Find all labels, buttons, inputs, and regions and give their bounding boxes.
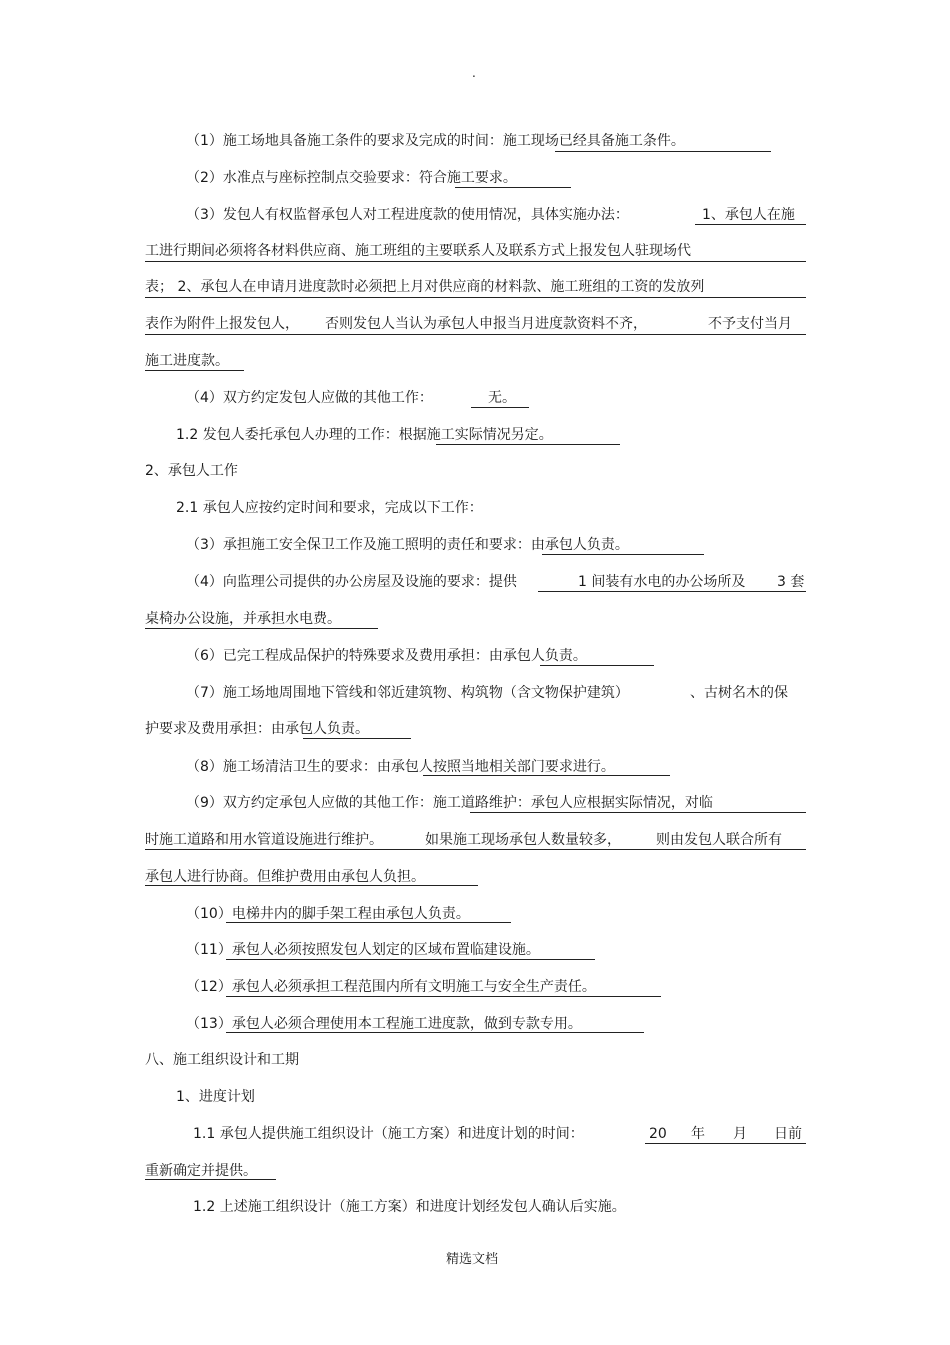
underline	[145, 261, 806, 262]
duty-4-line2: 桌椅办公设施，并承担水电费。	[145, 611, 341, 627]
clause-1: （1）施工场地具备施工条件的要求及完成的时间：施工现场已经具备施工条件。	[186, 133, 685, 149]
duty-4: （4）向监理公司提供的办公房屋及设施的要求：提供	[186, 574, 517, 590]
clause-4: （4）双方约定发包人应做的其他工作：	[186, 390, 433, 406]
underline	[455, 187, 571, 188]
underline	[695, 224, 806, 225]
duty-4-fill-a: 1 间装有水电的办公场所及	[578, 574, 746, 590]
underline	[226, 922, 511, 923]
duty-6: （6）已完工程成品保护的特殊要求及费用承担：由承包人负责。	[186, 648, 587, 664]
schedule-1-2: 1.2 上述施工组织设计（施工方案）和进度计划经发包人确认后实施。	[193, 1199, 626, 1215]
clause-1-2: 1.2 发包人委托承包人办理的工作：根据施工实际情况另定。	[176, 427, 553, 443]
duty-12: （12）承包人必须承担工程范围内所有文明施工与安全生产责任。	[186, 979, 596, 995]
duty-9-line2c: 则由发包人联合所有	[656, 832, 782, 848]
underline	[436, 444, 620, 445]
clause-3-line2: 工进行期间必须将各材料供应商、施工班组的主要联系人及联系方式上报发包人驻现场代	[145, 243, 691, 259]
duty-13: （13）承包人必须合理使用本工程施工进度款，做到专款专用。	[186, 1016, 582, 1032]
duty-9-line2b: 如果施工现场承包人数量较多，	[425, 832, 621, 848]
underline	[542, 554, 704, 555]
duty-7-line2: 护要求及费用承担：由承包人负责。	[145, 721, 369, 737]
duty-8: （8）施工场清洁卫生的要求：由承包人按照当地相关部门要求进行。	[186, 759, 615, 775]
section-2-heading: 2、承包人工作	[145, 463, 238, 479]
underline	[226, 959, 595, 960]
duty-9-line3: 承包人进行协商。但维护费用由承包人负担。	[145, 869, 425, 885]
clause-4-fill: 无。	[488, 390, 516, 406]
header-dot: .	[472, 66, 476, 80]
underline	[226, 996, 661, 997]
underline	[470, 812, 806, 813]
underline	[303, 738, 411, 739]
duty-7: （7）施工场地周围地下管线和邻近建筑物、构筑物（含文物保护建筑）	[186, 685, 629, 701]
underline	[145, 885, 478, 886]
clause-3-line4a: 表作为附件上报发包人，	[145, 316, 299, 332]
duty-9: （9）双方约定承包人应做的其他工作：施工道路维护：承包人应根据实际情况，对临	[186, 795, 713, 811]
duty-3: （3）承担施工安全保卫工作及施工照明的责任和要求：由承包人负责。	[186, 537, 629, 553]
underline	[226, 1032, 644, 1033]
duty-9-line2a: 时施工道路和用水管道设施进行维护。	[145, 832, 383, 848]
clause-2-1: 2.1 承包人应按约定时间和要求，完成以下工作：	[176, 500, 483, 516]
clause-3: （3）发包人有权监督承包人对工程进度款的使用情况，具体实施办法：	[186, 207, 629, 223]
underline	[555, 151, 771, 152]
underline	[645, 1143, 806, 1144]
duty-7-b: 、古树名木的保	[690, 685, 788, 701]
underline	[145, 628, 378, 629]
underline	[145, 297, 806, 298]
schedule-1-1: 1.1 承包人提供施工组织设计（施工方案）和进度计划的时间：	[193, 1126, 584, 1142]
duty-11: （11）承包人必须按照发包人划定的区域布置临建设施。	[186, 942, 540, 958]
underline	[540, 665, 654, 666]
page-footer: 精选文档	[446, 1252, 499, 1267]
duty-4-fill-b: 3 套	[777, 574, 805, 590]
date-month-label: 月	[733, 1126, 747, 1142]
clause-3-line4b: 否则发包人当认为承包人申报当月进度款资料不齐，	[325, 316, 647, 332]
underline	[145, 334, 806, 335]
underline	[423, 775, 670, 776]
date-day-label: 日前	[774, 1126, 802, 1142]
clause-3-line5: 施工进度款。	[145, 353, 229, 369]
clause-3-fill: 1、承包人在施	[702, 207, 795, 223]
duty-10: （10）电梯井内的脚手架工程由承包人负责。	[186, 906, 470, 922]
clause-3-line3: 表； 2、承包人在申请月进度款时必须把上月对供应商的材料款、施工班组的工资的发放列	[145, 279, 705, 295]
schedule-heading: 1、进度计划	[176, 1089, 255, 1105]
clause-3-line4c: 不予支付当月	[708, 316, 792, 332]
clause-2: （2）水准点与座标控制点交验要求：符合施工要求。	[186, 170, 517, 186]
section-8-heading: 八、施工组织设计和工期	[145, 1052, 299, 1068]
schedule-1-1-line2: 重新确定并提供。	[145, 1163, 257, 1179]
underline	[145, 849, 806, 850]
underline	[145, 370, 244, 371]
underline	[538, 591, 806, 592]
underline	[145, 1179, 276, 1180]
underline	[471, 407, 529, 408]
date-year-label: 年	[691, 1126, 705, 1142]
date-year-value: 20	[649, 1126, 667, 1142]
